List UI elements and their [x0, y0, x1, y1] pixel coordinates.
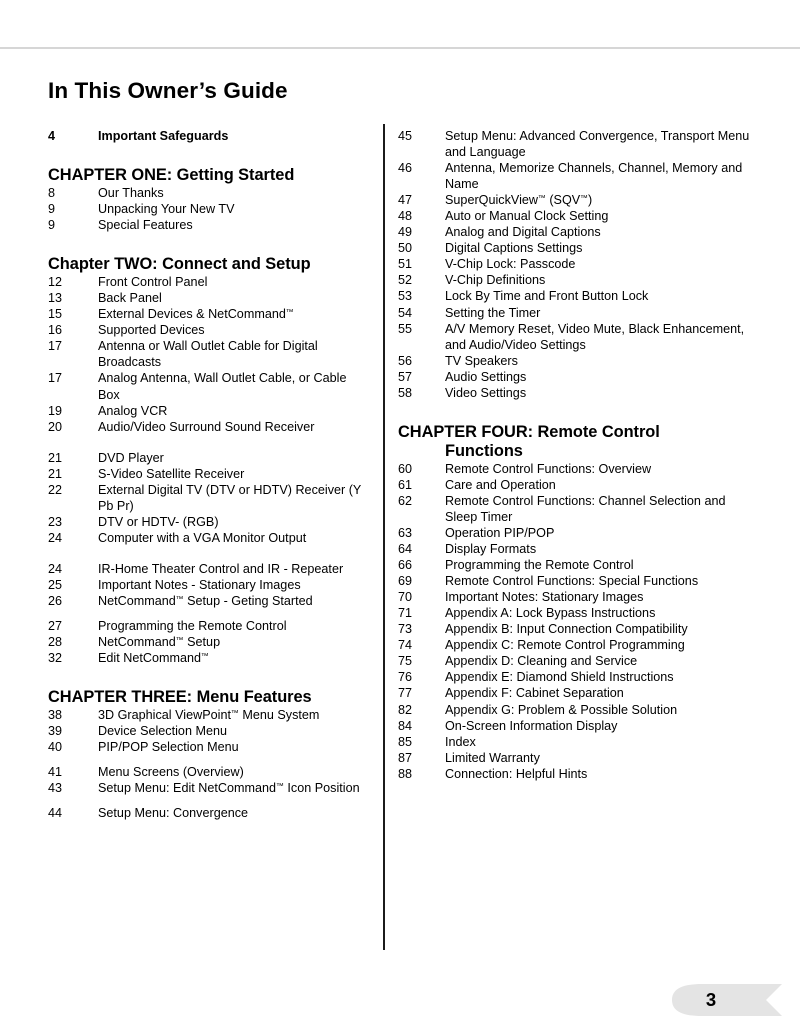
toc-chapter-heading: Chapter TWO: Connect and Setup: [48, 255, 311, 274]
toc-entry-page-number: 82: [398, 702, 413, 717]
toc-entry-page-number: 64: [398, 542, 413, 557]
toc-entry[interactable]: [48, 322, 368, 338]
toc-entry-label: Operation PIP/POP: [445, 525, 555, 540]
toc-entry-label: SuperQuickView™ (SQV™): [445, 193, 593, 208]
toc-entry-label: Appendix E: Diamond Shield Instructions: [445, 670, 674, 685]
toc-entry-label: Analog Antenna, Wall Outlet Cable, or Cable Box: [98, 371, 347, 402]
toc-entry-page-number: 62: [398, 493, 413, 508]
toc-entry[interactable]: [48, 419, 368, 435]
toc-entry-label: Care and Operation: [445, 477, 556, 492]
toc-entry-page-number: 71: [398, 606, 413, 621]
toc-entry[interactable]: [398, 653, 758, 669]
toc-entry-label: Antenna, Memorize Channels, Channel, Memory and Name: [445, 161, 743, 192]
toc-entry[interactable]: [398, 573, 758, 589]
toc-entry-page-number: 66: [398, 558, 413, 573]
toc-entry-label: Setup Menu: Advanced Convergence, Transport Menu and Language: [445, 129, 750, 160]
toc-entry[interactable]: [398, 305, 758, 321]
toc-entry[interactable]: [48, 482, 368, 514]
toc-entry-label: Index: [445, 734, 476, 749]
toc-entry[interactable]: [48, 739, 368, 755]
toc-entry[interactable]: [48, 370, 368, 402]
toc-entry[interactable]: [48, 128, 368, 144]
toc-entry[interactable]: [398, 272, 758, 288]
toc-entry-page-number: 27: [48, 619, 63, 634]
toc-entry-page-number: 24: [48, 530, 63, 545]
toc-entry-label: Supported Devices: [98, 323, 205, 338]
toc-chapter-heading-continuation: Functions: [445, 441, 523, 460]
toc-entry-label: Appendix G: Problem & Possible Solution: [445, 702, 678, 717]
toc-entry-label: External Digital TV (DTV or HDTV) Receiver (Y Pb Pr): [98, 482, 362, 513]
toc-entry-label: Appendix B: Input Connection Compatibility: [445, 622, 688, 637]
toc-entry[interactable]: [398, 240, 758, 256]
toc-entry-label: Connection: Helpful Hints: [445, 766, 588, 781]
toc-entry-label: Programming the Remote Control: [98, 619, 287, 634]
toc-entry-label: External Devices & NetCommand™: [98, 307, 294, 322]
toc-entry-page-number: 13: [48, 291, 63, 306]
spacer: [398, 401, 758, 423]
toc-entry-page-number: 44: [48, 806, 63, 821]
page-title: In This Owner’s Guide: [48, 78, 288, 104]
toc-entry[interactable]: [48, 577, 368, 593]
toc-entry[interactable]: [398, 192, 758, 208]
spacer: [48, 755, 368, 764]
toc-entry-page-number: 15: [48, 307, 63, 322]
toc-entry-label: NetCommand™ Setup: [98, 635, 221, 650]
toc-entry-label: V-Chip Definitions: [445, 273, 546, 288]
toc-entry-label: Auto or Manual Clock Setting: [445, 209, 609, 224]
toc-entry-page-number: 77: [398, 686, 413, 701]
toc-entry-page-number: 19: [48, 403, 63, 418]
toc-entry-label: TV Speakers: [445, 353, 518, 368]
toc-entry-page-number: 76: [398, 670, 413, 685]
toc-entry-label: Device Selection Menu: [98, 724, 228, 739]
page-number: 3: [705, 989, 717, 1010]
toc-chapter-heading: CHAPTER THREE: Menu Features: [48, 688, 312, 707]
toc-entry-label: Unpacking Your New TV: [98, 202, 235, 217]
toc-entry-label: Computer with a VGA Monitor Output: [98, 530, 307, 545]
toc-entry-page-number: 49: [398, 225, 413, 240]
toc-entry-page-number: 23: [48, 514, 63, 529]
toc-entry[interactable]: [398, 589, 758, 605]
toc-entry-page-number: 12: [48, 275, 63, 290]
toc-entry-page-number: 46: [398, 161, 413, 176]
toc-entry-page-number: 40: [48, 740, 63, 755]
toc-entry[interactable]: [48, 764, 368, 780]
toc-entry-label: DTV or HDTV- (RGB): [98, 514, 219, 529]
toc-entry-page-number: 22: [48, 482, 63, 497]
toc-entry-page-number: 84: [398, 718, 413, 733]
toc-entry[interactable]: [398, 208, 758, 224]
toc-entry[interactable]: [48, 707, 368, 723]
spacer: [48, 144, 368, 166]
toc-entry-page-number: 45: [398, 129, 413, 143]
toc-entry-page-number: 38: [48, 708, 63, 723]
toc-entry-page-number: 50: [398, 241, 413, 256]
toc-entry-label: Setup Menu: Edit NetCommand™ Icon Position: [98, 781, 360, 796]
toc-entry[interactable]: [398, 353, 758, 369]
toc-entry-page-number: 69: [398, 574, 413, 589]
header-rule: [0, 47, 800, 49]
toc-entry-page-number: 51: [398, 257, 413, 272]
toc-entry-page-number: 75: [398, 654, 413, 669]
toc-entry[interactable]: [48, 290, 368, 306]
toc-entry-label: On-Screen Information Display: [445, 718, 618, 733]
toc-entry-label: 3D Graphical ViewPoint™ Menu System: [98, 708, 320, 723]
toc-entry-page-number: 48: [398, 209, 413, 224]
toc-entry-page-number: 39: [48, 724, 63, 739]
spacer: [48, 609, 368, 618]
toc-entry[interactable]: [398, 256, 758, 272]
toc-entry-page-number: 54: [398, 305, 413, 320]
toc-entry[interactable]: [398, 605, 758, 621]
toc-entry[interactable]: [48, 723, 368, 739]
spacer: [48, 796, 368, 805]
toc-entry[interactable]: [48, 514, 368, 530]
toc-entry[interactable]: [398, 288, 758, 304]
toc-entry-page-number: 26: [48, 594, 63, 609]
toc-entry-page-number: 16: [48, 323, 63, 338]
toc-entry-label: NetCommand™ Setup - Geting Started: [98, 594, 313, 609]
toc-entry-label: Antenna or Wall Outlet Cable for Digital Broadcasts: [98, 339, 318, 370]
toc-entry-label: Front Control Panel: [98, 275, 208, 290]
toc-entry[interactable]: [48, 201, 368, 217]
spacer: [48, 666, 368, 688]
toc-entry-page-number: 55: [398, 321, 413, 336]
toc-entry[interactable]: [398, 541, 758, 557]
toc-entry-label: A/V Memory Reset, Video Mute, Black Enhancement, and Audio/Video Settings: [445, 321, 745, 352]
toc-entry-label: Appendix A: Lock Bypass Instructions: [445, 606, 656, 621]
toc-column-right: [398, 128, 758, 782]
toc-entry-page-number: 74: [398, 638, 413, 653]
toc-entry[interactable]: [398, 637, 758, 653]
toc-entry[interactable]: [398, 766, 758, 782]
toc-entry[interactable]: [398, 525, 758, 541]
toc-entry-page-number: 57: [398, 369, 413, 384]
toc-entry-page-number: 21: [48, 466, 63, 481]
toc-chapter-heading: CHAPTER FOUR: Remote Control Functions: [398, 423, 758, 461]
toc-entry-page-number: 52: [398, 273, 413, 288]
toc-entry-page-number: 87: [398, 750, 413, 765]
toc-entry-page-number: 17: [48, 339, 63, 354]
toc-entry[interactable]: [48, 338, 368, 370]
toc-entry-label: Setup Menu: Convergence: [98, 806, 249, 821]
toc-entry-label: PIP/POP Selection Menu: [98, 740, 239, 755]
toc-entry[interactable]: [48, 306, 368, 322]
toc-entry-page-number: 43: [48, 781, 63, 796]
toc-entry-label: Appendix D: Cleaning and Service: [445, 654, 638, 669]
toc-entry[interactable]: [48, 530, 368, 546]
toc-entry-label: Appendix F: Cabinet Separation: [445, 686, 624, 701]
toc-entry[interactable]: [48, 650, 368, 666]
toc-entry-label: Back Panel: [98, 291, 162, 306]
toc-entry-page-number: 9: [48, 218, 56, 233]
toc-entry-label: Lock By Time and Front Button Lock: [445, 289, 649, 304]
toc-entry-label: Important Safeguards: [98, 129, 229, 143]
toc-entry-page-number: 4: [48, 129, 56, 143]
toc-entry-page-number: 17: [48, 371, 63, 386]
toc-entry-label: Analog VCR: [98, 403, 168, 418]
toc-entry[interactable]: [398, 750, 758, 766]
spacer: [48, 435, 368, 450]
toc-entry[interactable]: [398, 477, 758, 493]
toc-entry[interactable]: [398, 734, 758, 750]
toc-entry[interactable]: [48, 805, 368, 821]
toc-entry-page-number: 20: [48, 419, 63, 434]
toc-entry-label: Video Settings: [445, 385, 527, 400]
toc-entry[interactable]: [48, 274, 368, 290]
toc-entry-page-number: 25: [48, 577, 63, 592]
toc-entry-label: S-Video Satellite Receiver: [98, 466, 245, 481]
toc-entry-page-number: 58: [398, 385, 413, 400]
toc-entry-page-number: 47: [398, 193, 413, 208]
toc-entry-label: Special Features: [98, 218, 193, 233]
toc-entry[interactable]: [398, 669, 758, 685]
toc-entry-page-number: 32: [48, 651, 63, 666]
toc-entry[interactable]: [398, 321, 758, 353]
toc-entry-page-number: 70: [398, 590, 413, 605]
spacer: [48, 546, 368, 561]
toc-entry-label: Menu Screens (Overview): [98, 765, 244, 780]
toc-entry-page-number: 56: [398, 353, 413, 368]
toc-entry-label: V-Chip Lock: Passcode: [445, 257, 576, 272]
toc-entry[interactable]: [48, 217, 368, 233]
toc-entry-label: Programming the Remote Control: [445, 558, 634, 573]
toc-entry-label: Edit NetCommand™: [98, 651, 209, 666]
toc-entry-label: Remote Control Functions: Channel Selection and Sleep Timer: [445, 493, 726, 524]
toc-entry-label: Appendix C: Remote Control Programming: [445, 638, 685, 653]
page-number-tab: [654, 982, 782, 1018]
toc-entry-page-number: 53: [398, 289, 413, 304]
toc-entry-page-number: 41: [48, 765, 63, 780]
toc-entry[interactable]: [398, 702, 758, 718]
toc-chapter-heading: CHAPTER ONE: Getting Started: [48, 166, 295, 185]
toc-entry[interactable]: [398, 224, 758, 240]
toc-entry-label: Our Thanks: [98, 186, 164, 201]
toc-entry-label: Important Notes: Stationary Images: [445, 590, 644, 605]
toc-entry[interactable]: [398, 128, 758, 160]
toc-entry[interactable]: [48, 780, 368, 796]
toc-entry-label: Setting the Timer: [445, 305, 541, 320]
toc-entry-page-number: 63: [398, 525, 413, 540]
toc-entry-label: Remote Control Functions: Overview: [445, 461, 652, 476]
toc-entry-label: Limited Warranty: [445, 750, 540, 765]
toc-entry[interactable]: [398, 718, 758, 734]
toc-entry-page-number: 73: [398, 622, 413, 637]
toc-entry[interactable]: [398, 685, 758, 701]
toc-entry[interactable]: [48, 618, 368, 634]
toc-entry[interactable]: [48, 450, 368, 466]
toc-entry-label: Audio Settings: [445, 369, 527, 384]
toc-entry[interactable]: [48, 466, 368, 482]
toc-entry[interactable]: [398, 385, 758, 401]
toc-entry-label: Display Formats: [445, 542, 537, 557]
spacer: [48, 233, 368, 255]
toc-entry-page-number: 24: [48, 561, 63, 576]
toc-entry[interactable]: [398, 621, 758, 637]
toc-entry-page-number: 21: [48, 450, 63, 465]
toc-entry-label: Digital Captions Settings: [445, 241, 583, 256]
toc-entry[interactable]: [48, 185, 368, 201]
toc-entry[interactable]: [48, 403, 368, 419]
toc-entry-label: Important Notes - Stationary Images: [98, 577, 301, 592]
toc-entry-label: IR-Home Theater Control and IR - Repeater: [98, 561, 344, 576]
toc-entry-label: DVD Player: [98, 450, 164, 465]
toc-entry-page-number: 28: [48, 635, 63, 650]
toc-entry-label: Remote Control Functions: Special Functions: [445, 574, 699, 589]
toc-entry-label: Analog and Digital Captions: [445, 225, 601, 240]
toc-entry-page-number: 9: [48, 202, 56, 217]
toc-entry[interactable]: [48, 561, 368, 577]
toc-entry[interactable]: [398, 493, 758, 525]
toc-entry[interactable]: [398, 461, 758, 477]
toc-entry[interactable]: [398, 557, 758, 573]
toc-entry[interactable]: [398, 369, 758, 385]
toc-entry-page-number: 61: [398, 477, 413, 492]
toc-entry[interactable]: [398, 160, 758, 192]
toc-entry-page-number: 85: [398, 734, 413, 749]
toc-entry[interactable]: [48, 593, 368, 609]
toc-entry-label: Audio/Video Surround Sound Receiver: [98, 419, 315, 434]
toc-entry-page-number: 60: [398, 461, 413, 476]
toc-entry[interactable]: [48, 634, 368, 650]
column-divider: [383, 124, 385, 950]
toc-entry-page-number: 8: [48, 186, 56, 201]
toc-column-left: [48, 128, 368, 822]
toc-entry-page-number: 88: [398, 766, 413, 781]
